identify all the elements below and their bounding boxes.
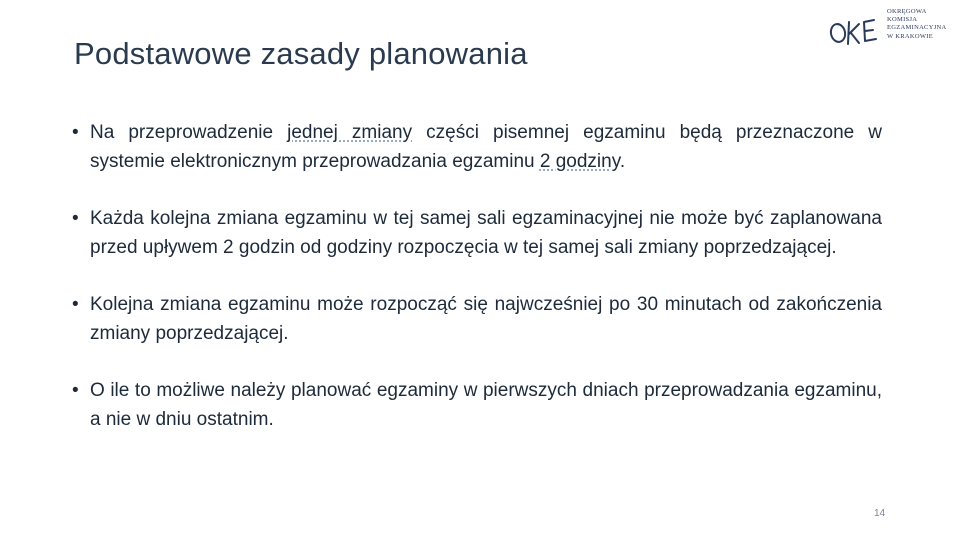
logo-line: KOMISJA [887,16,918,24]
bullet-marker: • [72,122,79,143]
text-run: . [619,151,626,172]
text-run: części pisemnej egzaminu będą przeznaczone w systemie elektronicznym przeprowadzania egzaminu [90,122,882,172]
bullet-list [72,118,882,462]
text-run-highlight: 2 godziny [539,151,620,172]
bullet-text: Kolejna zmiana egzaminu może rozpocząć się najwcześniej po 30 minutach od zakończenia zmiany poprzedzającej. [90,294,882,344]
oke-logo [828,8,948,50]
bullet-item [72,204,882,262]
bullet-text: Każda kolejna zmiana egzaminu w tej samej sali egzaminacyjnej nie może być zaplanowana przed upływem 2 godzin od godziny rozpoczęcia w tej samej sali zmiany poprzedzającej. [90,208,882,258]
oke-logo-mark [828,8,888,50]
logo-line: EGZAMINACYJNA [887,24,947,32]
bullet-marker: • [72,380,79,401]
logo-line: OKRĘGOWA [887,8,927,15]
bullet-item [72,118,882,176]
logo-line: W KRAKOWIE [887,32,934,40]
bullet-item [72,290,882,348]
bullet-item [72,376,882,434]
bullet-marker: • [72,208,79,229]
bullet-text: O ile to możliwe należy planować egzaminy w pierwszych dniach przeprowadzania egzaminu, a nie w dniu ostatnim. [90,380,882,430]
bullet-marker: • [72,294,79,315]
text-run: Na przeprowadzenie [90,122,288,143]
text-run-highlight: jednej zmiany [287,122,413,143]
slide-title: Podstawowe zasady planowania [74,36,528,71]
page-number: 14 [874,508,886,519]
oke-logo-text [887,8,947,41]
bullet-text [90,118,882,176]
